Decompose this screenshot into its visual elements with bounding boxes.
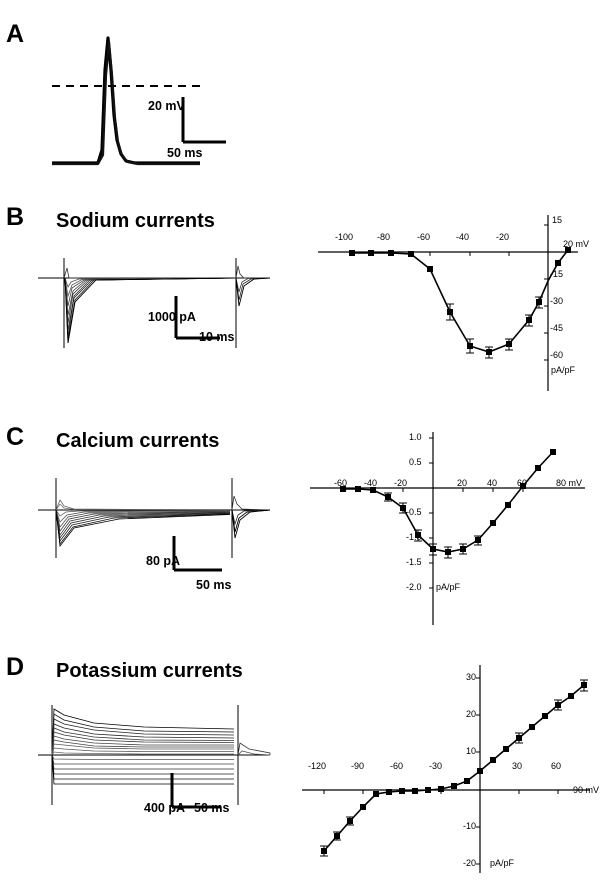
- sodium-ytick-15: 15: [552, 215, 563, 225]
- panel-a-time-scalebar-label: 50 ms: [167, 146, 203, 160]
- calcium-ytick--0.5: -0.5: [406, 507, 422, 517]
- calcium-xtick--40: -40: [364, 478, 378, 488]
- panel-c-current-scalebar-label: 80 pA: [146, 554, 181, 568]
- calcium-y-axis-label: pA/pF: [436, 582, 461, 592]
- sodium-ytick--45: -45: [550, 323, 564, 333]
- potassium-ytick-20: 20: [466, 709, 477, 719]
- sodium-ytick--15: -15: [550, 269, 564, 279]
- potassium-xtick-30: 30: [512, 761, 523, 771]
- panel-b-title: Sodium currents: [56, 210, 215, 232]
- potassium-xtick--60: -60: [390, 761, 404, 771]
- calcium-xtick-40: 40: [487, 478, 498, 488]
- calcium-xtick--20: -20: [394, 478, 408, 488]
- potassium-xtick-60: 60: [551, 761, 562, 771]
- sodium-ytick--30: -30: [550, 296, 564, 306]
- sodium-xtick--80: -80: [377, 232, 391, 242]
- potassium-ytick-10: 10: [466, 746, 477, 756]
- panel-b-trace: [34, 252, 274, 362]
- panel-d-current-scalebar-label: 400 pA: [144, 801, 185, 815]
- panel-c-time-scalebar-label: 50 ms: [196, 578, 232, 592]
- calcium-ytick-0.5: 0.5: [409, 457, 422, 467]
- calcium-xtick--60: -60: [334, 478, 348, 488]
- panel-letter-b: B: [6, 203, 25, 231]
- calcium-x-axis-label: 80 mV: [556, 478, 583, 488]
- sodium-y-axis-label: pA/pF: [551, 365, 576, 375]
- calcium-xtick-60: 60: [517, 478, 528, 488]
- sodium-xtick--20: -20: [496, 232, 510, 242]
- sodium-x-axis-label: 20 mV: [563, 239, 590, 249]
- potassium-xtick--90: -90: [351, 761, 365, 771]
- calcium-xtick-20: 20: [457, 478, 468, 488]
- potassium-ytick-30: 30: [466, 672, 477, 682]
- sodium-xtick--60: -60: [417, 232, 431, 242]
- potassium-ytick--10: -10: [463, 821, 477, 831]
- calcium-iv-plot: [300, 420, 600, 635]
- panel-d-title: Potassium currents: [56, 660, 243, 682]
- potassium-y-axis-label: pA/pF: [490, 858, 515, 868]
- sodium-ytick--60: -60: [550, 350, 564, 360]
- calcium-ytick--1.0: -1.0: [406, 532, 422, 542]
- sodium-xtick--100: -100: [335, 232, 354, 242]
- potassium-x-axis-label: 90 mV: [573, 785, 600, 795]
- panel-letter-a: A: [6, 20, 25, 48]
- panel-c-title: Calcium currents: [56, 430, 220, 452]
- panel-letter-d: D: [6, 653, 25, 681]
- potassium-xtick--120: -120: [308, 761, 327, 771]
- panel-letter-c: C: [6, 423, 25, 451]
- calcium-ytick--1.5: -1.5: [406, 557, 422, 567]
- potassium-xtick--30: -30: [429, 761, 443, 771]
- potassium-ytick--20: -20: [463, 858, 477, 868]
- calcium-ytick--2.0: -2.0: [406, 582, 422, 592]
- panel-d-time-scalebar-label: 50 ms: [194, 801, 230, 815]
- panel-b-current-scalebar-label: 1000 pA: [148, 310, 196, 324]
- sodium-xtick--40: -40: [456, 232, 470, 242]
- calcium-ytick-1.0: 1.0: [409, 432, 422, 442]
- panel-a-voltage-scalebar-label: 20 mV: [148, 99, 185, 113]
- panel-b-time-scalebar-label: 10 ms: [199, 330, 235, 344]
